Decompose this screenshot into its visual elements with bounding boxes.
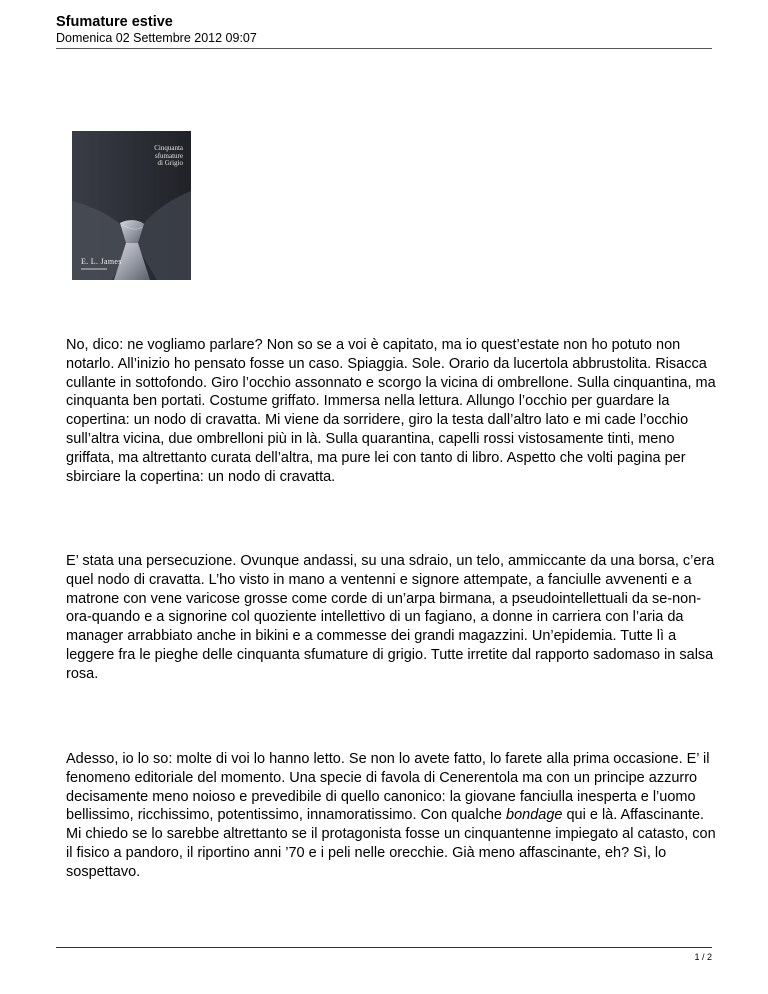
- book-cover-image: [72, 131, 191, 280]
- page-number: 1 / 2: [694, 952, 712, 962]
- header-divider: [56, 48, 712, 49]
- article-paragraph: [56, 552, 716, 684]
- paragraph-text-part: Adesso, io lo so: molte di voi lo hanno letto. Se non lo avete fatto, lo farete alla prima occasione. E’ il fenomeno editoriale del momento. Una specie di favola di Cenerentola ma con un principe azzurro decisamente meno noioso e prevedibile di quello canonico: la giovane fanciulla inesperta e l’uomo bellissimo, ricchissimo, potentissimo, innamoratissimo. Con qualche: [66, 751, 710, 824]
- article-title: Sfumature estive: [56, 14, 173, 30]
- article-paragraph: [56, 750, 716, 882]
- article-paragraph: [56, 336, 716, 486]
- page-header: [56, 14, 712, 46]
- cover-publisher-mark: [81, 268, 107, 270]
- cover-book-title: Cinquanta sfumature di Grigio: [154, 144, 183, 167]
- paragraph-text: No, dico: ne vogliamo parlare? Non so se a voi è capitato, ma io quest’estate non ho potuto non notarlo. All’inizio ho pensato fosse un caso. Spiaggia. Sole. Orario da lucertola abbrustolita. Risacca cullante in sottofondo. Giro l’occhio assonnato e scorgo la vicina di ombrellone. Sulla cinquantina, ma cinquanta ben portati. Costume griffato. Immersa nella lettura. Allungo l’occhio per guardare la copertina: un nodo di cravatta. Mi viene da sorridere, giro la testa dall’altro lato e mi cade l’occhio sull’altra vicina, due ombrelloni più in là. Sulla quarantina, capelli rossi vistosamente tinti, meno griffata, ma altrettanto curata dell’altra, ma pure lei con tanto di libro. Aspetto che volti pagina per sbirciare la copertina: un nodo di cravatta.: [66, 337, 716, 485]
- paragraph-text-part: qui e là. Affascinante. Mi chiedo se lo sarebbe altrettanto se il protagonista fosse un cinquantenne impiegato al catasto, con il fisico a pandoro, il riportino anni ’70 e i peli nelle orecchie. Già meno affascinante, eh? Sì, lo sospettavo.: [66, 807, 716, 880]
- footer-divider: [56, 947, 712, 948]
- article-date: Domenica 02 Settembre 2012 09:07: [56, 31, 257, 45]
- italic-term: bondage: [506, 807, 563, 824]
- paragraph-text: E’ stata una persecuzione. Ovunque andassi, su una sdraio, un telo, ammiccante da una borsa, c’era quel nodo di cravatta. L’ho visto in mano a ventenni e signore attempate, a fanciulle avvenenti e a matrone con vene varicose grosse come corde di un’arpa birmana, a pseudointellettuali da se-non-ora-quando e a signorine col quoziente intellettivo di un fagiano, a donne in carriera con l’aria da manager arrabbiato anche in bikini e a commesse dei grandi magazzini. Un’epidemia. Tutte lì a leggere fra le pieghe delle cinquanta sfumature di grigio. Tutte irretite dal rapporto sadomaso in salsa rosa.: [66, 553, 715, 682]
- paragraph-text: [56, 750, 716, 882]
- cover-author: E. L. James: [81, 257, 122, 266]
